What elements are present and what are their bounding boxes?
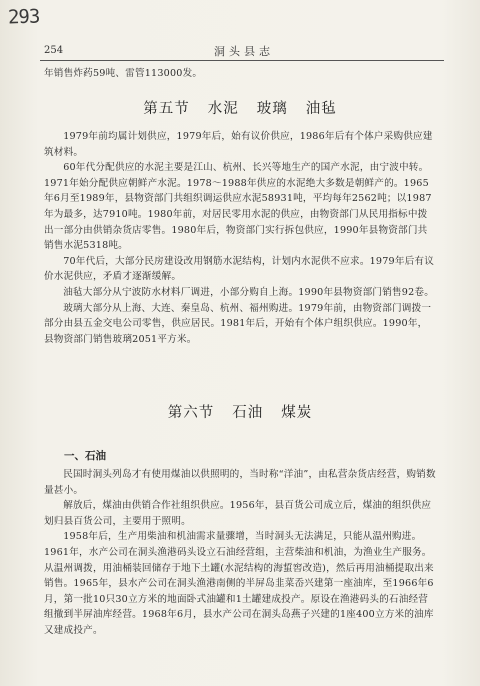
paragraph: 玻璃大部分从上海、大连、秦皇岛、杭州、福州购进。1979年前，由物资部门调拨一部分由县五金交电公司零售，供应居民。1981年后，开始有个体户组织供应。1990年，县物资部门销售玻璃2051平方米。 — [44, 302, 432, 345]
sub-heading: 一、石油 — [64, 450, 106, 462]
heading-part: 油毡 — [305, 101, 337, 117]
section6-body — [44, 467, 436, 639]
running-title: 洞头县志 — [214, 45, 274, 58]
heading-part: 煤炭 — [281, 405, 313, 421]
section5-body — [44, 129, 436, 347]
header-rule — [40, 60, 444, 61]
heading-part: 水泥 — [207, 101, 239, 117]
paragraph: 油毡大部分从宁波防水材料厂调进，小部分购自上海。1990年县物资部门销售92卷。 — [63, 286, 434, 298]
paragraph: 1979年前均属计划供应，1979年后，始有议价供应，1986年后有个体户采购供应建筑材料。 — [44, 131, 433, 158]
page-number: 254 — [44, 45, 64, 56]
page-header — [44, 42, 444, 60]
heading-part: 玻璃 — [256, 101, 288, 117]
heading-part: 石油 — [232, 405, 264, 421]
section-heading-6 — [0, 401, 480, 422]
section-heading-5 — [0, 97, 480, 118]
paragraph: 60年代分配供应的水泥主要是江山、杭州、长兴等地生产的国产水泥，由宁波中转。1971年始分配供应朝鲜产水泥。1978～1988年供应的水泥绝大多数是朝鲜产的。1965年6月至1989年，县物资部门共组织调运供应水泥58931吨，平均每年2562吨；以1987年为最多，达7910吨。1980年前，对居民零用水泥的供应，由物资部门从民用指标中拨出一部分由供销杂货店零售。1980年后，物资部门实行拆包供应，1990年县物资部门共销售水泥5318吨。 — [44, 162, 432, 252]
page-stamp: 293 — [7, 5, 40, 29]
paragraph: 1958年后，生产用柴油和机油需求量骤增，当时洞头无法满足，只能从温州购进。1961年，水产公司在洞头渔港码头设立石油经营组，主营柴油和机油，为渔业生产服务。从温州调拨，用油桶装回储存于地下土罐(水泥结构的海蜇窖改造)，然后再用油桶提取出来销售。1965年，县水产公司在洞头渔港南侧的半屏岛韭菜岙兴建第一座油库，至1966年6月，第一批10只30立方米的地面卧式油罐和1土罐建成投产。原设在渔港码头的石油经营组撤到半屏油库经营。1968年6月，县水产公司在洞头岛燕子兴建的1座400立方米的油库又建成投产。 — [44, 531, 434, 636]
paragraph: 70年代后，大部分民房建设改用钢筋水泥结构，计划内水泥供不应求。1979年后有议价水泥供应，矛盾才逐渐缓解。 — [44, 255, 434, 283]
paragraph: 民国时洞头列岛才有使用煤油以供照明的，当时称“洋油”，由私营杂货店经营，购销数量甚小。 — [44, 469, 436, 496]
heading-part: 第六节 — [167, 405, 215, 421]
carry-over-text — [44, 66, 436, 82]
paragraph: 解放后，煤油由供销合作社组织供应。1956年，县百货公司成立后，煤油的组织供应划归县百货公司，主要用于照明。 — [44, 500, 432, 527]
heading-part: 第五节 — [143, 101, 190, 117]
paragraph: 年销售炸药59吨、雷管113000发。 — [44, 68, 203, 79]
